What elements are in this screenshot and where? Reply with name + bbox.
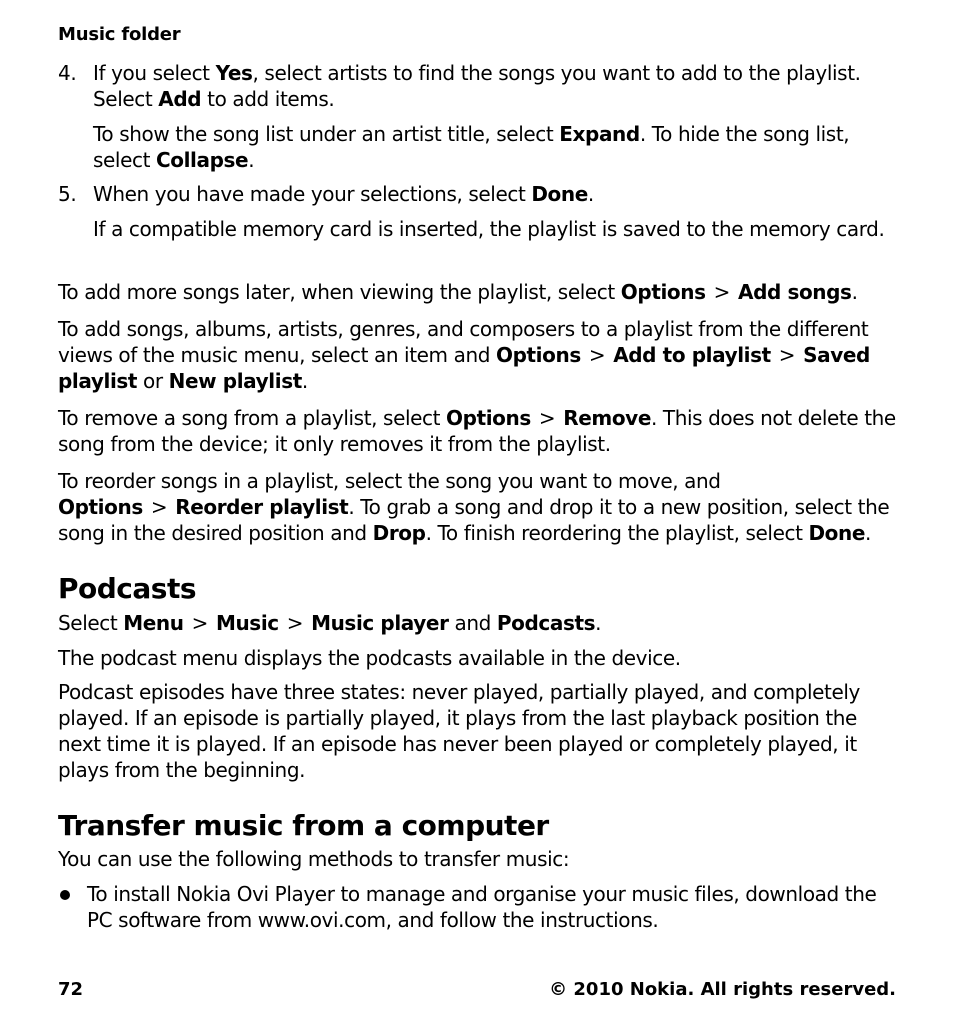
text-run: . (851, 280, 858, 304)
step-note (93, 216, 896, 242)
menu-path-separator: > (286, 611, 304, 635)
copyright: © 2010 Nokia. All rights reserved. (549, 979, 896, 1000)
text-run: The podcast menu displays the podcasts available in the device. (58, 646, 681, 670)
ui-term: Done (808, 521, 866, 545)
list-item (58, 881, 896, 933)
ui-term: Drop (372, 521, 426, 545)
ui-term: Music player (311, 611, 449, 635)
step-text (93, 181, 896, 207)
text-run: and (448, 611, 497, 635)
page-number: 72 (58, 979, 84, 1000)
ui-term: Options (496, 343, 581, 367)
paragraph (58, 468, 896, 546)
ui-term: New playlist (168, 369, 302, 393)
bullet-icon (60, 890, 70, 900)
text-run: When you have made your selections, select (93, 182, 532, 206)
text-run: . (865, 521, 871, 545)
paragraph (58, 405, 896, 457)
paragraph (58, 316, 896, 394)
text-run: If you select (93, 61, 216, 85)
section-heading-podcasts: Podcasts (58, 572, 197, 605)
ui-term: Add to playlist (613, 343, 771, 367)
text-run: To show the song list under an artist title, select (93, 122, 560, 146)
text-run: . To finish reordering the playlist, select (425, 521, 809, 545)
paragraph: You can use the following methods to transfer music: (58, 847, 570, 871)
text-run: To add more songs later, when viewing the playlist, select (58, 280, 621, 304)
ui-term: Remove (563, 406, 651, 430)
ui-term: Add (158, 87, 202, 111)
text-run: . (248, 148, 255, 172)
ui-term: Podcasts (496, 611, 596, 635)
menu-path-separator: > (713, 280, 730, 304)
text-run: or (137, 369, 169, 393)
section-heading-transfer: Transfer music from a computer (58, 809, 549, 842)
menu-path-separator: > (588, 343, 606, 367)
running-header: Music folder (58, 24, 181, 45)
ui-term: Saved playlist (58, 343, 870, 393)
text-run: . To grab a song and drop it to a new position, select the song in the desired position and (58, 495, 890, 545)
paragraph (58, 679, 896, 783)
ui-term: Add songs (737, 280, 852, 304)
text-run: . To hide the song list, select (93, 122, 850, 172)
paragraph (58, 610, 896, 636)
ui-term: Expand (559, 122, 640, 146)
step-5 (58, 181, 896, 207)
menu-path-separator: > (538, 406, 556, 430)
text-run: Select (58, 611, 124, 635)
text-run: To reorder songs in a playlist, select the song you want to move, and (58, 469, 721, 493)
ui-term: Options (446, 406, 531, 430)
text-run: . (587, 182, 594, 206)
step-number: 5. (58, 182, 77, 206)
menu-path-separator: > (150, 495, 168, 519)
ui-term: Done (531, 182, 588, 206)
text-run: , select artists to find the songs you want to add to the playlist. Select (93, 61, 861, 111)
text-run: If a compatible memory card is inserted, the playlist is saved to the memory card. (93, 217, 885, 241)
step-text (93, 60, 896, 112)
ui-term: Options (58, 495, 143, 519)
paragraph (58, 645, 896, 671)
ui-term: Reorder playlist (175, 495, 349, 519)
text-run: To remove a song from a playlist, select (58, 406, 447, 430)
text-run: To add songs, albums, artists, genres, and composers to a playlist from the different views of the music menu, select an item and (58, 317, 869, 367)
ui-term: Menu (123, 611, 184, 635)
ui-term: Yes (215, 61, 253, 85)
ui-term: Music (215, 611, 279, 635)
list-item-text: To install Nokia Ovi Player to manage and organise your music files, download the PC software from www.ovi.com, and follow the instructions. (87, 882, 877, 932)
menu-path-separator: > (191, 611, 208, 635)
step-number: 4. (58, 61, 77, 85)
text-run: to add items. (201, 87, 335, 111)
step-note (93, 121, 896, 173)
text-run: . (301, 369, 308, 393)
paragraph (58, 279, 896, 305)
menu-path-separator: > (778, 343, 796, 367)
step-4 (58, 60, 896, 112)
text-run: . (595, 611, 602, 635)
ui-term: Collapse (155, 148, 249, 172)
text-run: Podcast episodes have three states: never played, partially played, and completely played. If an episode is partially played, it plays from the last playback position the next time it is played. If an episode has never been played or completely played, it plays from the beginning. (58, 680, 860, 782)
text-run: . This does not delete the song from the device; it only removes it from the playlist. (58, 406, 896, 456)
ui-term: Options (620, 280, 706, 304)
